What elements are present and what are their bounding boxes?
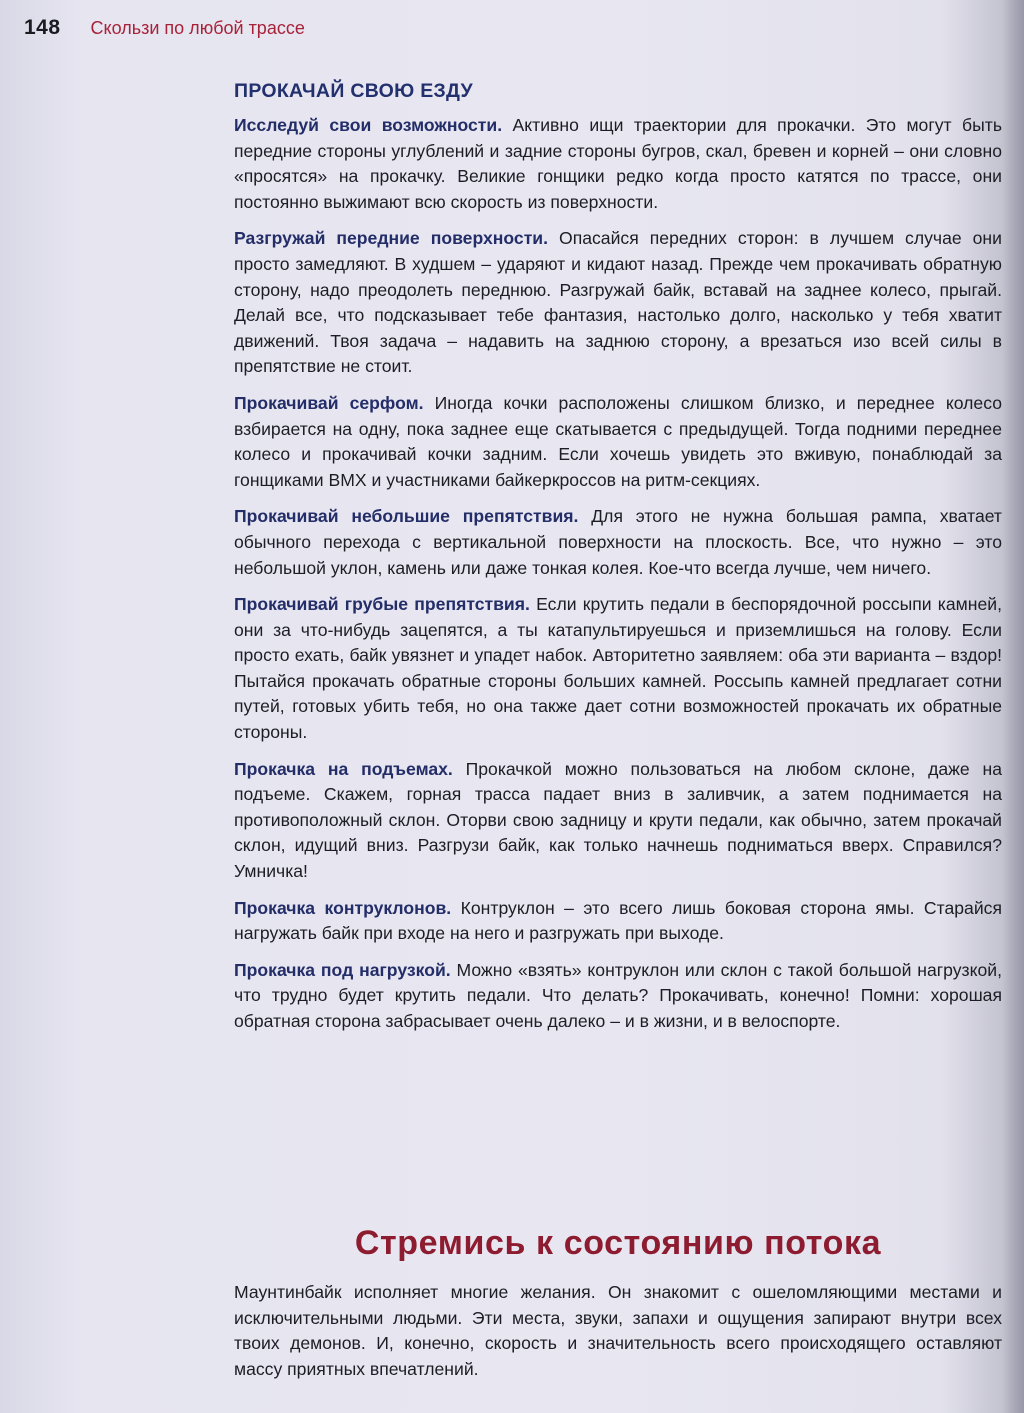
text-column xyxy=(234,80,1002,1046)
paragraph-text: Контруклон – это всего лишь боковая сторона ямы. Старайся нагружать байк при входе на него и разгружать при выходе. xyxy=(234,897,1002,944)
paragraph-8 xyxy=(234,958,1002,1035)
paragraph-text: Можно «взять» контруклон или склон с такой большой нагрузкой, что трудно будет крутить педали. Что делать? Прокачивать, конечно! Помни: хорошая обратная сторона забрасывает очень далеко – и в жизни, и в велоспорте. xyxy=(234,959,1002,1031)
paragraph-lead: Прокачивай небольшие препятствия. xyxy=(234,506,579,527)
paragraph-text: Иногда кочки расположены слишком близко, и переднее колесо взбирается на одну, пока заднее еще скатывается с предыдущей. Тогда подними переднее колесо и прокачивай кочки задним. Если хочешь увидеть это вживую, понаблюдай за гонщиками BMX и участниками байкеркроссов на ритм-секциях. xyxy=(234,392,1002,490)
paragraph-text: Если крутить педали в беспорядочной россыпи камней, они за что-нибудь зацепятся, а ты катапультируешься и приземлишься на голову. Если просто ехать, байк увязнет и упадет набок. Авторитетно заявляем: оба эти варианта – вздор! Пытайся прокачать обратные стороны больших камней. Россыпь камней предлагает сотни путей, готовых убить тебя, но она также дает сотни возможностей прокачать их обратные стороны. xyxy=(234,594,1002,743)
paragraph-text: Прокачкой можно пользоваться на любом склоне, даже на подъеме. Скажем, горная трасса падает вниз в заливчик, а затем поднимается на противоположный склон. Оторви свою задницу и крути педали, как обычно, затем прокачай склон, идущий вниз. Разгрузи байк, как только начнешь подниматься вверх. Справился? Умничка! xyxy=(234,758,1003,882)
page-header xyxy=(24,16,305,46)
paragraph-lead: Исследуй свои возможности. xyxy=(234,115,503,135)
paragraph-text: Для этого не нужна большая рампа, хватает обычного перехода с вертикальной поверхности на плоскость. Все, что нужно – это небольшой уклон, камень или даже тонкая колея. Кое-что всегда лучше, чем ничего. xyxy=(234,506,1002,578)
page-spine-shadow xyxy=(1002,0,1024,1413)
paragraph-lead: Разгружай передние поверхности. xyxy=(234,228,549,249)
paragraph-lead: Прокачка под нагрузкой. xyxy=(234,959,451,980)
chapter-heading: Стремись к состоянию потока xyxy=(354,1224,882,1262)
paragraph-4 xyxy=(234,504,1002,581)
paragraph-lead: Прокачивай серфом. xyxy=(234,392,424,413)
closing-paragraph: Маунтинбайк исполняет многие желания. Он знакомит с ошеломляющими местами и исключительными людьми. Эти места, звуки, запахи и ощущения запирают внутри всех твоих демонов. И, конечно, скорость и значительность всего происходящего оставляют массу приятных впечатлений. xyxy=(234,1282,1002,1379)
running-head: Скользи по любой трассе xyxy=(90,18,305,38)
paragraph-text: Активно ищи траектории для прокачки. Это могут быть передние стороны углублений и задние стороны бугров, скал, бревен и корней – они словно «просятся» на прокачку. Великие гонщики редко когда просто катятся по трассе, они постоянно выжимают всю скорость из поверхности. xyxy=(234,115,1002,212)
paragraph-lead: Прокачка контруклонов. xyxy=(234,897,452,918)
page-number: 148 xyxy=(24,16,61,39)
paragraph-1 xyxy=(234,113,1002,215)
paragraph-text: Опасайся передних сторон: в лучшем случае они просто замедляют. В худшем – ударяют и кидают назад. Прежде чем прокачивать обратную сторону, надо преодолеть переднюю. Разгружай байк, вставай на заднее колесо, прыгай. Делай все, что подсказывает тебе фантазия, настолько долго, насколько у тебя хватит движений. Твоя задача – надавить на заднюю сторону, а врезаться изо всей силы в препятствие не стоит. xyxy=(234,228,1002,377)
paragraph-5 xyxy=(234,592,1002,746)
section-title: ПРОКАЧАЙ СВОЮ ЕЗДУ xyxy=(234,80,473,102)
paragraph-2 xyxy=(234,226,1002,380)
paragraph-lead: Прокачивай грубые препятствия. xyxy=(234,594,530,615)
paragraph-lead: Прокачка на подъемах. xyxy=(234,758,453,779)
paragraph-7 xyxy=(234,896,1002,947)
paragraph-6 xyxy=(234,757,1002,885)
paragraph-3 xyxy=(234,391,1002,493)
